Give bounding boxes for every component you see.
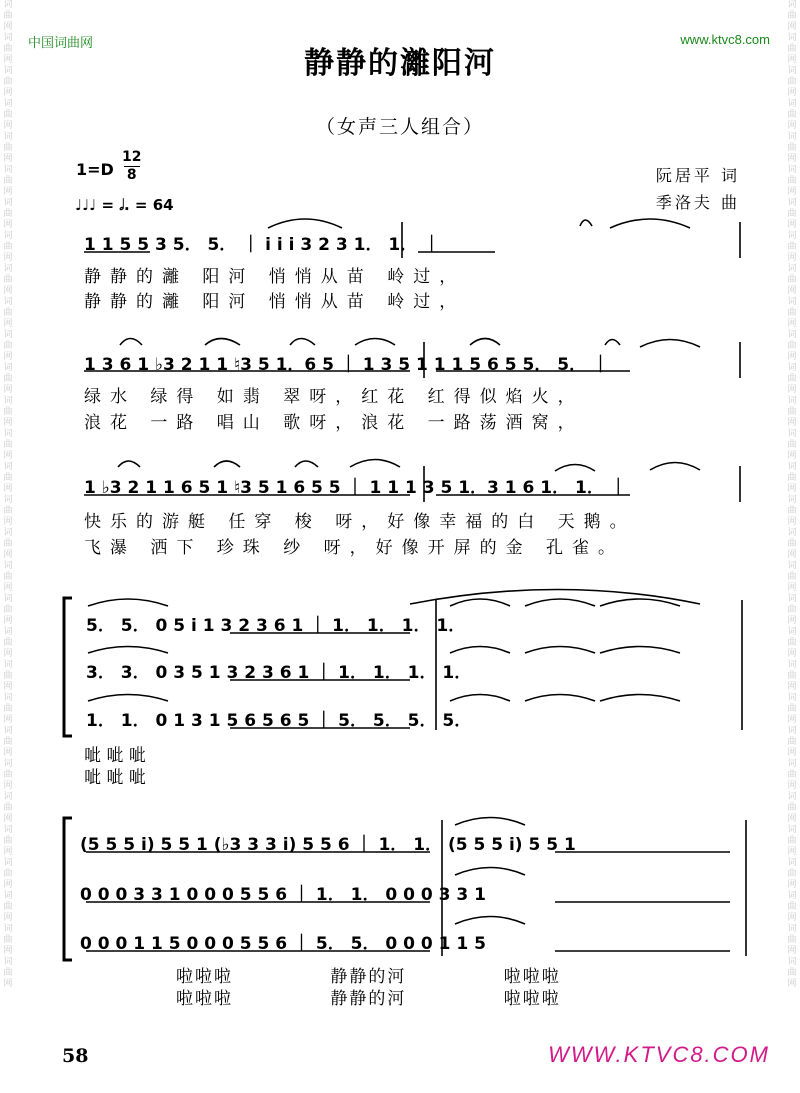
chorus-2-lyric-1: 啦啦啦 静静的河 啦啦啦 [176,967,561,987]
chorus-2-part-3: 0 0 0 1 1 5 0 0 0 5 5 6 ｜ 5． 5． 0 0 0 1 1 5 [80,934,486,954]
slur [214,461,240,467]
system-bracket [64,598,72,736]
slur [455,917,525,925]
song-title: 静静的灕阳河 [304,46,496,81]
slur [640,340,700,348]
time-bottom: 8 [126,167,137,183]
system-3-lyric-2: 飞瀑 洒下 珍珠 纱 呀，好像开屏的金 孔雀。 [84,538,625,558]
slur [120,339,142,346]
slur [450,647,510,654]
slur [290,339,315,346]
slur [118,461,140,467]
site-link-left[interactable]: 中国词曲网 [28,35,94,50]
tie [410,590,700,605]
slur [555,465,595,472]
system-1-lyric-1: 静静的灕 阳河 悄悄从苗 岭过， [84,267,466,287]
tempo-marking: ♩♩♩ = 𝅗𝅥. = 64 [75,196,174,214]
chorus-1-part-2: 3． 3． 0 3 5 1 3 2 3 6 1 ｜ 1． 1． 1． 1． [86,663,472,683]
chorus-2-part-1: (5 5 5 i) 5 5 1 (♭3 3 3 i) 5 5 6 ｜ 1． 1． (5 5 5 i) 5 5 1 [80,835,576,855]
page-number: 58 [62,1045,89,1067]
slur [600,695,680,702]
slur [450,599,510,606]
slur [355,339,395,346]
slur [605,340,620,346]
system-2-lyric-2: 浪花 一路 唱山 歌呀，浪花 一路荡酒窝， [84,413,584,433]
slur [205,339,240,346]
song-subtitle: （女声三人组合） [315,116,484,138]
slur [450,695,510,702]
right-watermark: 词曲网词曲网词曲网词曲网词曲网词曲网词曲网词曲网词曲网词曲网词曲网词曲网词曲网词曲网词曲网词曲网词曲网词曲网词曲网词曲网词曲网词曲网词曲网词曲网词曲网词曲网词曲网词曲网词曲网词曲网 [787,0,797,989]
chorus-1-lyric-2: 呲 呲 呲 [84,768,146,788]
slur [268,219,342,228]
slur [650,463,700,471]
slur [600,647,680,654]
slur [610,219,690,228]
slur [525,695,595,702]
system-1-notes: 1 1 5 5 3 5． 5． ｜ i i i 3 2 3 1． 1． ｜ [84,235,441,255]
system-3-notes: 1 ♭3 2 1 1 6 5 1 ♮3 5 1 6 5 5 ｜ 1 1 1 3 5 1．3 1 6 1． 1． ｜ [84,478,627,498]
slur [525,599,595,606]
left-watermark: 词曲网词曲网词曲网词曲网词曲网词曲网词曲网词曲网词曲网词曲网词曲网词曲网词曲网词曲网词曲网词曲网词曲网词曲网词曲网词曲网词曲网词曲网词曲网词曲网词曲网词曲网词曲网词曲网词曲网词曲网 [3,0,13,989]
slur [525,647,595,654]
slur [580,220,592,226]
chorus-1-part-1: 5． 5． 0 5 i 1 3 2 3 6 1 ｜ 1． 1． 1． 1． [86,616,466,636]
chorus-1-lyric-1: 呲 呲 呲 [84,746,146,766]
slur [88,647,168,654]
system-3-lyric-1: 快乐的游艇 任穿 梭 呀，好像幸福的白 天鹅。 [84,512,636,532]
slur [350,460,400,468]
slur [455,868,525,876]
slur [455,818,525,826]
slur [295,461,318,467]
chorus-2-part-2: 0 0 0 3 3 1 0 0 0 5 5 6 ｜ 1． 1． 0 0 0 3 3 1 [80,885,486,905]
key-signature: 1=D [76,160,114,179]
slur [88,599,168,606]
chorus-1-part-3: 1． 1． 0 1 3 1 5 6 5 6 5 ｜ 5． 5． 5． 5． [86,711,472,731]
system-bracket [64,818,72,960]
slur [600,599,680,606]
slur [470,339,500,346]
slur [88,695,168,702]
lyricist-credit: 阮居平 词 [655,166,740,185]
composer-credit: 季洛夫 曲 [655,193,740,212]
time-top: 12 [122,149,142,165]
system-2-lyric-1: 绿水 绿得 如翡 翠呀，红花 红得似焰火， [84,387,584,407]
system-2-notes: 1 3 6 1 ♭3 2 1 1 ♮3 5 1．6 5 ｜ 1 3 5 1 1 1 5 6 5 5． 5． ｜ [84,355,610,375]
site-link-right[interactable]: www.ktvc8.com [680,32,770,47]
chorus-2-lyric-2: 啦啦啦 静静的河 啦啦啦 [176,989,561,1009]
system-1-lyric-2: 静静的灕 阳河 悄悄从苗 岭过， [84,292,466,312]
footer-site-logo[interactable]: WWW.KTVC8.COM [548,1042,770,1067]
